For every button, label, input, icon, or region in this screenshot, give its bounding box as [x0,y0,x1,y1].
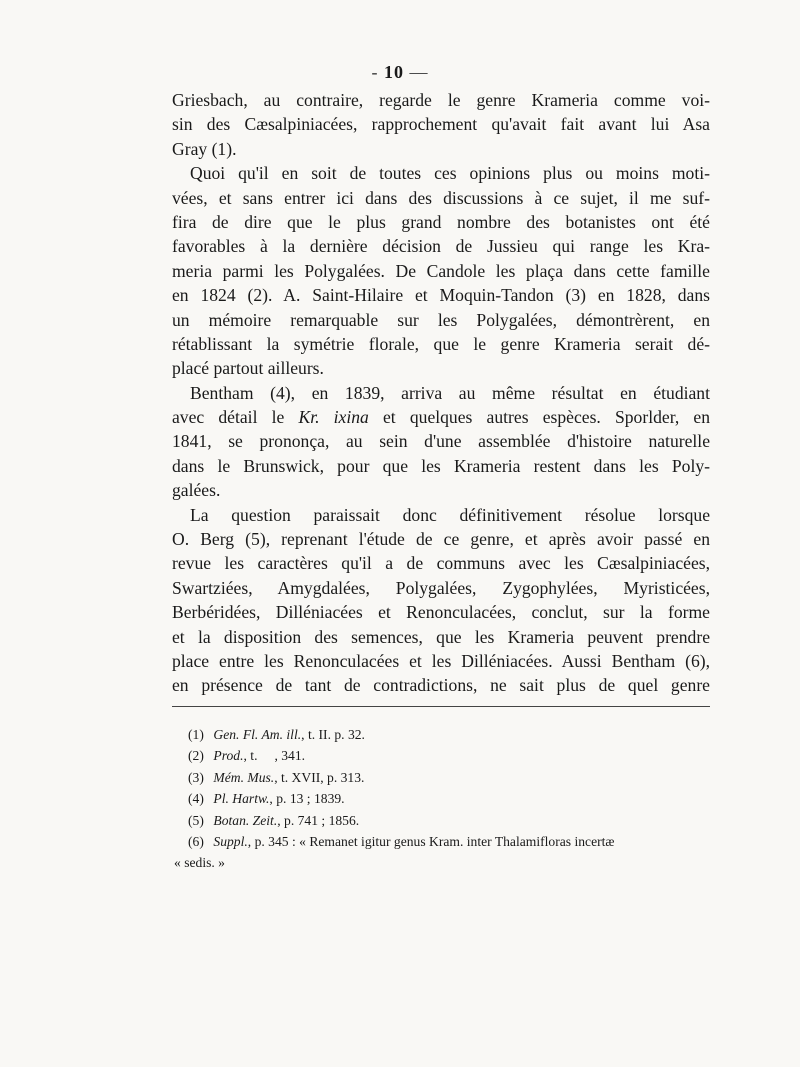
footnote-reference: Prod. [213,748,244,764]
text-line: galées. [172,480,221,501]
text-line: vées, et sans entrer ici dans des discussions à ce sujet, il me suf- [172,187,710,208]
footnote [172,810,710,831]
page-number-suffix: — [409,62,429,82]
footnote [172,788,710,809]
footnote-text: , t. XVII, p. 313. [274,769,365,785]
text-line: Berbéridées, Dilléniacées et Renonculacées, conclut, sur la forme [172,602,710,623]
footnotes [172,724,710,874]
page-number-value: 10 [384,62,404,82]
footnote-separator [172,706,710,707]
text-line: revue les caractères qu'il a de communs avec les Cæsalpiniacées, [172,553,710,574]
footnote [172,724,710,745]
text-line [172,405,710,429]
footnote [172,745,710,766]
text-line: meria parmi les Polygalées. De Candole les plaça dans cette famille [172,260,710,281]
text-line: Griesbach, au contraire, regarde le genre Krameria comme voi- [172,90,710,110]
text-line: et la disposition des semences, que les Krameria peuvent prendre [172,626,710,647]
footnote-text: , p. 741 ; 1856. [277,812,360,828]
footnote-text: , p. 13 ; 1839. [269,791,345,807]
text-line: dans le Brunswick, pour que les Krameria restent dans les Poly- [172,455,710,476]
footnote-reference: Pl. Hartw. [213,791,270,807]
text-line: en 1824 (2). A. Saint-Hilaire et Moquin-Tandon (3) en 1828, dans [172,285,710,306]
text-line: Gray (1). [172,138,237,159]
page-number [0,62,800,83]
text-line: Bentham (4), en 1839, arriva au même résultat en étudiant [190,382,710,403]
footnote-text: , t. , 341. [243,748,306,764]
footnote [172,831,710,852]
text-line: placé partout ailleurs. [172,358,324,379]
footnote-number: (5) [188,812,204,828]
paragraph [172,88,710,161]
paragraph [172,381,710,503]
page-number-prefix: - [371,62,379,82]
footnote-reference: Botan. Zeit. [213,812,278,828]
footnote-number: (1) [188,727,204,742]
footnote-text: , t. II. p. 32. [301,727,365,742]
footnote-reference: Suppl. [213,833,248,849]
footnote-text: , p. 345 : « Remanet igitur genus Kram. inter Thalamifloras incertæ [247,833,615,849]
footnote-number: (2) [188,748,204,764]
body-text [172,88,710,698]
text-line: en présence de tant de contradictions, ne sait plus de quel genre [172,675,710,696]
paragraph [172,503,710,698]
species-name: Kr. ixina [298,407,369,428]
paragraph [172,161,710,381]
text-line: sin des Cæsalpiniacées, rapprochement qu'avait fait avant lui Asa [172,114,710,135]
text-line: La question paraissait donc définitivement résolue lorsque [190,504,710,525]
text-line: rétablissant la symétrie florale, que le genre Krameria serait dé- [172,333,710,354]
footnote-number: (4) [188,791,204,807]
footnote [172,767,710,788]
text-line: favorables à la dernière décision de Jussieu qui range les Kra- [172,236,710,257]
text-line: fira de dire que le plus grand nombre des botanistes ont été [172,211,710,232]
footnote-reference: Gen. Fl. Am. ill. [213,727,302,742]
footnote-number: (6) [188,833,204,849]
footnote-reference: Mém. Mus. [213,769,275,785]
text-line: Quoi qu'il en soit de toutes ces opinions plus ou moins moti- [190,163,710,184]
text-line: place entre les Renonculacées et les Dilléniacées. Aussi Bentham (6), [172,650,710,671]
text-line: 1841, se prononça, au sein d'une assemblée d'histoire naturelle [172,431,710,452]
text-line: O. Berg (5), reprenant l'étude de ce genre, et après avoir passé en [172,529,710,550]
text-segment: et quelques autres espèces. Sporlder, en [368,407,710,428]
footnote-continuation: « sedis. » [174,855,225,871]
text-segment: avec détail le [172,407,299,428]
text-line: un mémoire remarquable sur les Polygalées, démontrèrent, en [172,309,710,330]
footnote-number: (3) [188,769,204,785]
text-line: Swartziées, Amygdalées, Polygalées, Zygophylées, Myristicées, [172,577,710,598]
